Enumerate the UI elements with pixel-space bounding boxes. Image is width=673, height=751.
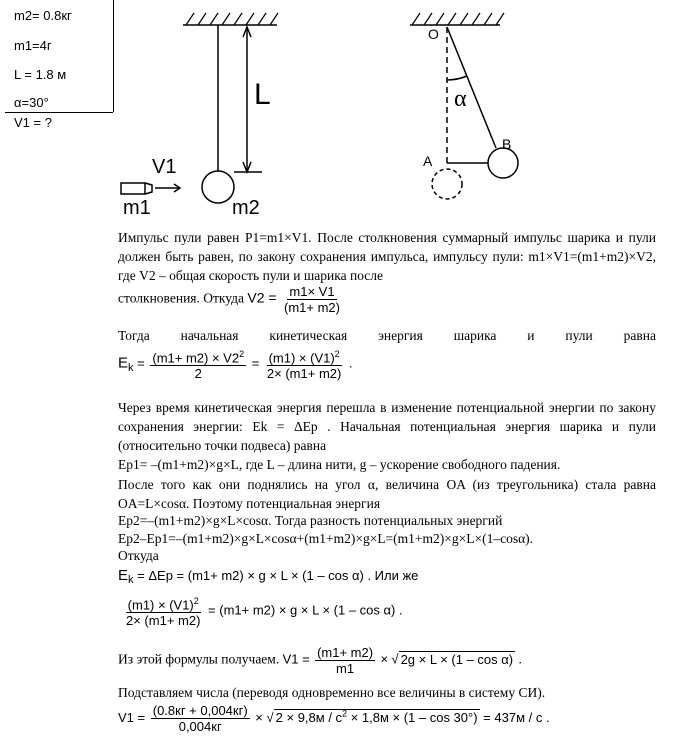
label-o: O <box>428 26 439 42</box>
label-m1: m1 <box>123 197 151 219</box>
line-ep1: Ep1= –(m1+m2)×g×L, где L – длина нити, g – ускорение свободного падения. <box>118 457 561 472</box>
line-whence: Откуда <box>118 548 159 563</box>
given-length: L = 1.8 м <box>14 67 67 82</box>
ball-b <box>488 148 518 178</box>
label-a: A <box>423 153 433 169</box>
ceiling-hatching-2 <box>412 13 504 25</box>
label-b: B <box>502 136 512 152</box>
paragraph-energy: Через время кинетическая энергия перешла в изменение потенциальной энергии по закону сохранения энергии: Ek = ΔEp . Начальная потенциальная энергия шарика и пули (относительно точки подвеса) равна <box>118 400 656 453</box>
bullet-body <box>121 183 145 194</box>
given-m1: m1=4г <box>14 38 52 53</box>
bullet-tip <box>145 183 152 194</box>
line-v2-formula: столкновения. Откуда V2 = $\frac{m1\times V1}{(m1+ m2)}$ <box>118 284 340 315</box>
paragraph-momentum: Импульс пули равен P1=m1×V1. После столкновения суммарный импульс шарика и пули должен быть равен, по закону сохранения импульса, импульсу пули: m1×V1=(m1+m2)×V2, где V2 – общая скорость пули и шарика после <box>118 230 656 283</box>
formula-ek-ep: $E_k = \Delta Ep = (m1+ m2) \times g \times L \times (1 - \cos \alpha)$ . Или же <box>118 567 419 586</box>
ball-m2 <box>202 171 234 203</box>
ceiling-hatching-1 <box>186 13 278 25</box>
formula-ek: $E_k$ = $\frac{(m1+ m2) \times V2^2}{2}$ = $\frac{(m1) \times (V1)^2}{2\times (m1+ m2)}$ . <box>118 349 353 382</box>
label-m2: m2 <box>232 197 260 219</box>
paragraph-kinetic: Тогда начальная кинетическая энергия шарика и пули равна <box>118 328 656 343</box>
label-l: L <box>254 78 271 111</box>
label-v1: V1 <box>152 156 177 178</box>
formula-energy-balance: $\frac{(m1) \times (V1)^2}{2\times (m1+ m2)}$ = (m1+ m2) × g × L × (1 – cos α) . <box>126 596 403 629</box>
given-angle: α=30° <box>14 95 49 110</box>
figures <box>0 0 673 230</box>
line-ep-diff: Ep2–Ep1=–(m1+m2)×g×L×cosα+(m1+m2)×g×L=(m1+m2)×g×L×(1–cosα). <box>118 531 534 546</box>
formula-v1-symbolic: Из этой формулы получаем. V1 = $\frac{(m1+ m2)}{m1}$ × √ 2g × L × (1 – cos α) . <box>118 645 522 676</box>
angle-arc <box>447 76 467 80</box>
line-ep2: Ep2=–(m1+m2)×g×L×cosα. Тогда разность потенциальных энергий <box>118 513 503 528</box>
label-alpha: α <box>454 86 467 112</box>
line-substitute: Подставляем числа (переводя одновременно все величины в систему СИ). <box>118 685 546 700</box>
given-m2: m2= 0.8кг <box>14 8 72 23</box>
formula-v1-numeric: V1 = $\frac{(0.8кг + 0,004кг)}{0,004кг}$ × √ $2 \times 9,8м / с^2 \times 1,8м \times (1 - \cos 30^\circ) = 437м / с$ . <box>118 703 550 734</box>
given-find: V1 = ? <box>14 115 52 130</box>
ball-initial <box>432 169 462 199</box>
paragraph-oa: После того как они поднялись на угол α, величина OA (из треугольника) стала равна OA=L×cosα. Поэтому потенциальная энергия <box>118 477 656 511</box>
